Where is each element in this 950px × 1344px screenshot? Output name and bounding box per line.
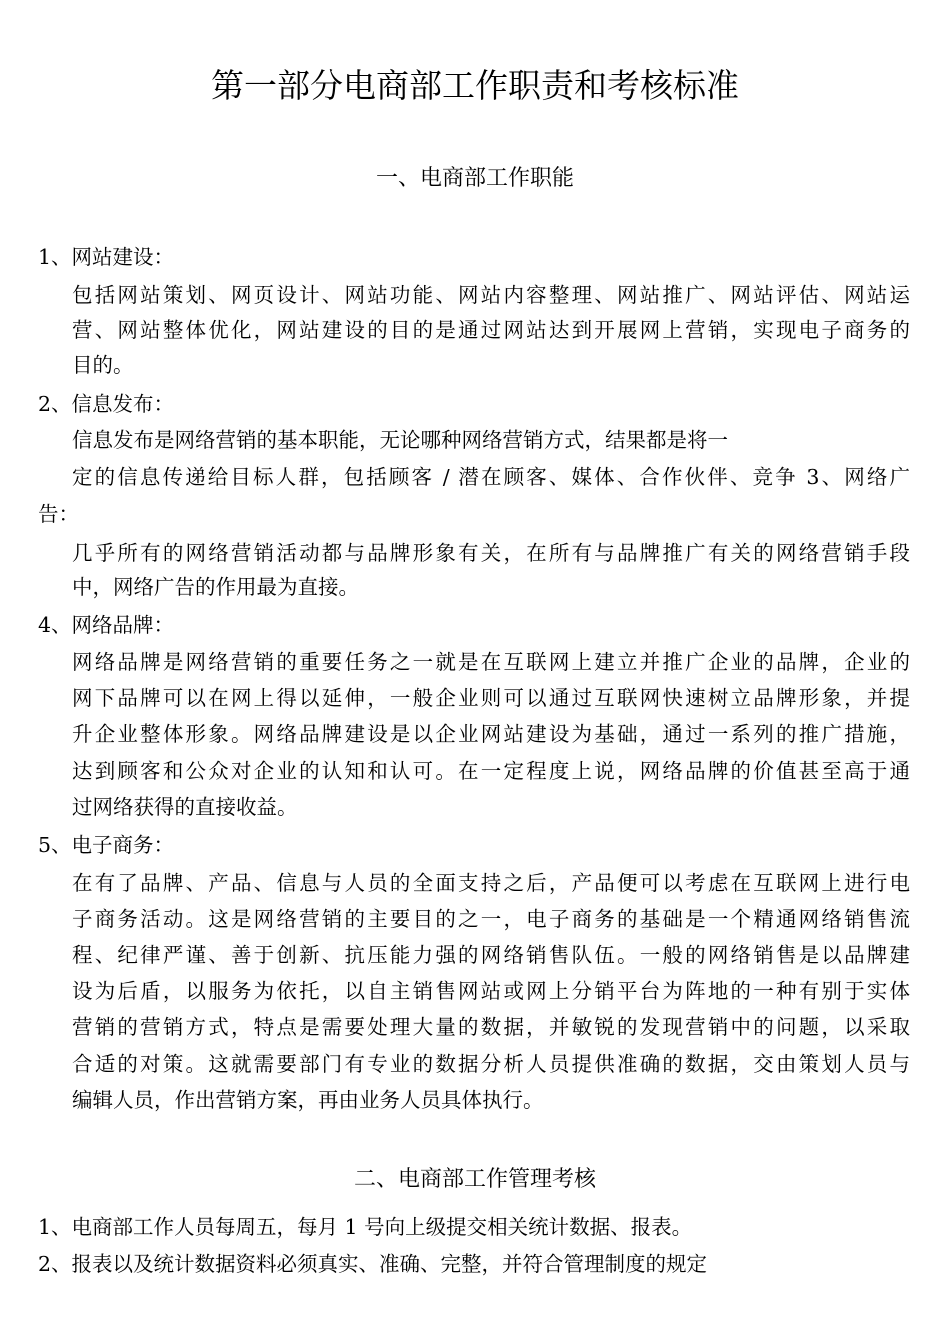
item-2-line-3: 告： xyxy=(38,502,79,526)
item-4-line-4: 达到顾客和公众对企业的认知和认可。在一定程度上说，网络品牌的价值甚至高于通 xyxy=(72,759,910,783)
item-5-heading: 5、电子商务： xyxy=(38,833,175,857)
item-5-line-3: 程、纪律严谨、善于创新、抗压能力强的网络销售队伍。一般的网络销售是以品牌建 xyxy=(72,943,910,967)
item-5-line-2: 子商务活动。这是网络营销的主要目的之一，电子商务的基础是一个精通网络销售流 xyxy=(72,907,910,931)
item-1-heading: 1、网站建设： xyxy=(38,245,175,269)
section-2-title: 二、电商部工作管理考核 xyxy=(353,1167,596,1192)
item-5-line-5: 营销的营销方式，特点是需要处理大量的数据，并敏锐的发现营销中的问题，以采取 xyxy=(72,1015,910,1039)
item-2-heading: 2、信息发布： xyxy=(38,392,175,416)
item-5-line-7: 编辑人员，作出营销方案，再由业务人员具体执行。 xyxy=(72,1088,544,1112)
item-1-line-3: 目的。 xyxy=(72,353,134,377)
item-3-line-2: 中，网络广告的作用最为直接。 xyxy=(72,575,359,599)
assessment-item-1: 1、电商部工作人员每周五，每月 1 号向上级提交相关统计数据、报表。 xyxy=(38,1215,693,1239)
item-2-line-1: 信息发布是网络营销的基本职能，无论哪种网络营销方式，结果都是将一 xyxy=(72,428,728,452)
item-4-heading: 4、网络品牌： xyxy=(38,613,175,637)
item-1-line-1: 包括网站策划、网页设计、网站功能、网站内容整理、网站推广、网站评估、网站运 xyxy=(72,283,910,307)
page-title: 第一部分电商部工作职责和考核标准 xyxy=(211,66,739,105)
item-1-line-2: 营、网站整体优化，网站建设的目的是通过网站达到开展网上营销，实现电子商务的 xyxy=(72,318,910,342)
item-5-line-6: 合适的对策。这就需要部门有专业的数据分析人员提供准确的数据，交由策划人员与 xyxy=(72,1052,910,1076)
item-5-line-1: 在有了品牌、产品、信息与人员的全面支持之后，产品便可以考虑在互联网上进行电 xyxy=(72,871,910,895)
item-4-line-5: 过网络获得的直接收益。 xyxy=(72,795,298,819)
item-4-line-1: 网络品牌是网络营销的重要任务之一就是在互联网上建立并推广企业的品牌，企业的 xyxy=(72,650,910,674)
item-4-line-2: 网下品牌可以在网上得以延伸，一般企业则可以通过互联网快速树立品牌形象，并提 xyxy=(72,686,910,710)
item-5-line-4: 设为后盾，以服务为依托，以自主销售网站或网上分销平台为阵地的一种有别于实体 xyxy=(72,979,910,1003)
section-1-title: 一、电商部工作职能 xyxy=(375,166,574,191)
item-2-line-2: 定的信息传递给目标人群，包括顾客 / 潜在顾客、媒体、合作伙伴、竞争 3、网络广 xyxy=(72,465,910,489)
item-4-line-3: 升企业整体形象。网络品牌建设是以企业网站建设为基础，通过一系列的推广措施， xyxy=(72,722,910,746)
assessment-item-2: 2、报表以及统计数据资料必须真实、准确、完整，并符合管理制度的规定 xyxy=(38,1252,708,1276)
item-3-line-1: 几乎所有的网络营销活动都与品牌形象有关，在所有与品牌推广有关的网络营销手段 xyxy=(72,541,910,565)
